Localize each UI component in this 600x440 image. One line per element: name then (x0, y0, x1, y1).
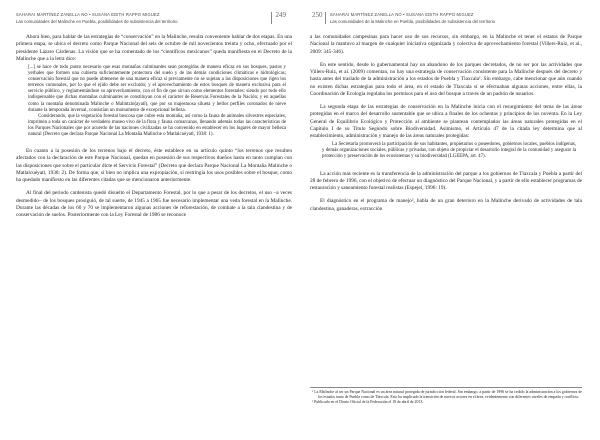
page-number: 250 (312, 11, 323, 19)
paragraph: En cuanto a la posesión de los terrenos bajo el decreto, éste establece en su artículo quinto “los terrenos que resulten afectados con la declaración de este Parque Nacional, quedan en posesión de sus respectivos dueños hasta en tanto cumplan con las disposiciones que sobre el particular dicte el Servicio Forestal” (Decreto que declara Parque Nacional La Montaña Malinche o Matlalcuéyatl, 1938: 2). De forma que, si bien no implica una expropiación, sí restringía los usos posibles sobre el bosque, como ha quedado manifiesto en las diferentes citadas que se mencionaron anteriormente. (16, 148, 292, 184)
paragraph: Ahora bien, para hablar de las estrategias de “conservación” en la Malinche, resulta conveniente hablar de dos etapas. En una primera etapa, se ubica el decreto como Parque Nacional del seis de octubre de mil novecientos treinta y ocho, efectuado por el presidente Lázaro Cárdenas. La visión que se ha comentado de los “científicos mexicanos” queda manifiesta en el Decreto de la Malinche que a la letra dice: (16, 34, 292, 62)
page-number: 249 (275, 11, 286, 19)
paragraph: En este sentido, desde lo gubernamental hay un abandono de los parques decretados, de no ser por las actividades que Villers-Ruiz, et al. (2009) comentan, no hay una estrategia de conservación consistente para la Malinche después del decreto y hasta antes del traslado de la administración a los estados de Puebla y Tlaxcala¹. Sin embargo, cabe mencionar que aún cuando no existen dichas estrategias para todo el área, en el estado de Tlaxcala sí se efectuaban algunas acciones, entre ellas, la Coordinación de Ecología regulaba los permisos para el uso del bosque a través de un padrón de usuarios. (310, 61, 582, 97)
footnote: ¹ La Malinche al ser un Parque Nacional es un área natural protegida de jurisdicción federal. Sin embargo, a partir de 1996 se ha cedido la administración a los gobiernos de los estados tanto de Puebla como de Tlaxcala. Esto ha implicado la transición de nuevos actores en el área, evidentemente con diferentes niveles de empatía y conflicto. (312, 390, 582, 399)
header-divider (325, 12, 326, 24)
block-quote (28, 65, 286, 138)
quote-paragraph: Considerando, que la vegetación forestal boscosa que cubre esta montaña, así como la fauna de animales silvestres especiales, imprimen a toda un carácter de verdadero museo vivo de la flora y fauna comarcanas, llenando además todas las características de los Parques Nacionales que por acuerdo de las naciones civilizadas se ha convenido en establecer en los lugares de mayor belleza natural (Decreto que declara Parque Nacional La Montaña Malinche o Matlalcuéyatl, 1938: 1). (28, 113, 286, 138)
paragraph: Al final del periodo cardenista quedó disuelto el Departamento Forestal, por lo que a pesar de los decretos, el uso –a veces desmedido– de los bosques prosiguió, de tal suerte, de 1945 a 1965 fue necesario implementar una veda forestal en la Malinche. Durante las décadas de los 60 y 70 se implementaron algunas acciones de reforestación, de combate a la tala clandestina y de conservación de suelos. Posteriormente con la Ley Forestal de 1986 se reconoce (16, 190, 292, 219)
header-authors: SAHARAI MARTÍNEZ ZANELLA NO • SUSANA EDITH RAPPO MIGUEZ (16, 12, 160, 17)
paragraph: La acción más reciente es la transferencia de la administración del parque a los gobiernos de Tlaxcala y Puebla a partir del 28 de febrero de 1996, con el objetivo de efectuar un diagnóstico del Parque Nacional, y a partir de ello establecer programas de restauración y saneamiento forestal realistas (Espejel, 1996: 19). (310, 170, 582, 192)
paragraph: a las comunidades campesinas para hacer uso de sus recursos, sin embargo, en la Malinche el tener el estatus de Parque Nacional la mantuvo al margen de cualquier iniciativa organizada y colectiva de aprovechamiento forestal (Villers-Ruiz, et al., 2009: 345-346). (310, 34, 582, 55)
footnote: ² Publicado en el Diario Oficial de la Federación el 18 de abril de 2013. (312, 400, 424, 404)
right-page (300, 0, 600, 440)
header-title: Las comunidades del Malinche en Puebla, posibilidades de subsistencia del territorio (16, 19, 178, 24)
header-authors: SAHARAI MARTÍNEZ ZANELLA NO • SUSANA EDITH RAPPO MIGUEZ (330, 12, 474, 17)
left-running-header (16, 12, 292, 34)
paragraph: La segunda etapa de las estrategias de conservación en la Malinche inicia con el resurgimiento del tema de las áreas protegidas en el marco del desarrollo sustentable que se ubica a finales de los ochentas y principios de los noventa. En la Ley General de Equilibrio Ecológico y Protección al ambiente se plantean contemplados las áreas naturales protegidas en el Capítulo I de su Título Segundo sobre Biodiversidad. Asimismo, el Artículo 47 de la citada ley determina que al establecimiento, administración y manejo de las áreas naturales protegidas: (310, 104, 582, 139)
header-divider (271, 12, 272, 24)
paragraph: El diagnóstico en el programa de manejo², habla de un gran deterioro en la Malinche derivado de actividades de tala clandestina, ganaderas, extracción (310, 198, 582, 212)
header-title: Las comunidades de la Malinche en Puebla, posibilidades de subsistencia del territorio (330, 19, 496, 24)
right-running-header (310, 12, 582, 34)
quote-paragraph: [...] se hace de todo punto necesario que esas montañas culminantes sean protegidas de manera eficaz en sus bosques, pastos y yerbales que formen una cubierta suficientemente protectora del suelo y de las demás condiciones climáticas e hidrológicas; conservación forestal que no puede obtenerse de una manera eficaz si previamente no se sujetan a las disposiciones que rigen los terrenos comunales, por lo que el ejido debe ser excluido; y el aprovechamiento de estos bosques de manera exclusiva para el servicio público, y reglamentándose su aprovechamiento, con el fin de que sirvan como elementos forestales; siendo por todo ello indispensable que dichas montañas culminantes se constituyan con el carácter de Reservas Forestales de la Nación; y en aquellas como la montaña denominada Malinche o Malintzin(ayatl), que por su majestuosa silueta y bellos perfiles coronados de nieve durante la temporada invernal, consistían un monumento de excepcional belleza. (28, 65, 286, 113)
quote-paragraph: La Secretaría promoverá la participación de sus habitantes, propietarios o poseedores, gobiernos locales, pueblos indígenas, y demás organizaciones sociales, públicas y privadas, con objeto de propiciar el desarrollo integral de la comunidad y asegurar la protección y preservación de los ecosistemas y su biodiversidad (LGEEPA, art. 47). (322, 142, 576, 160)
footnotes (310, 387, 582, 405)
block-quote (322, 142, 576, 160)
